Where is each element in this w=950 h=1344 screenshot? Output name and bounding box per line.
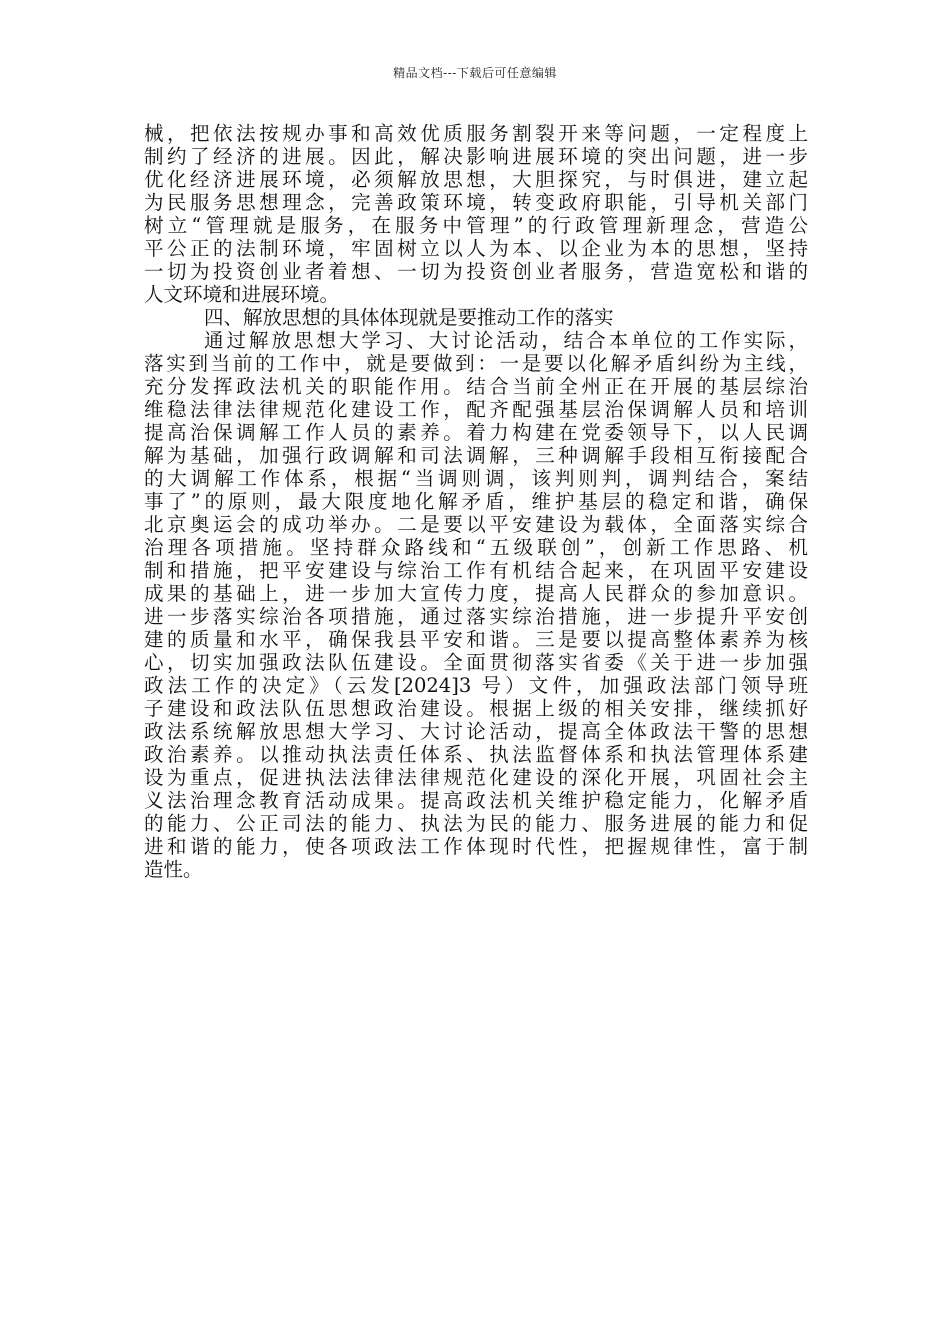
document-body <box>144 122 808 881</box>
text-line: 子建设和政法队伍思想政治建设。根据上级的相关安排，继续抓好 <box>144 697 808 720</box>
text-line: 政法工作的决定》（云发[2024]3 号）文件，加强政法部门领导班 <box>144 674 808 697</box>
text-line: 进和谐的能力，使各项政法工作体现时代性，把握规律性，富于制 <box>144 835 808 858</box>
paragraph-2 <box>144 329 808 881</box>
text-line: 造性。 <box>144 858 203 881</box>
text-line: 优化经济进展环境，必须解放思想，大胆探究，与时俱进，建立起 <box>144 168 808 191</box>
text-line: 提高治保调解工作人员的素养。着力构建在党委领导下，以人民调 <box>144 421 808 444</box>
text-line: 通过解放思想大学习、大讨论活动，结合本单位的工作实际， <box>204 329 808 352</box>
text-line: 治理各项措施。坚持群众路线和“五级联创”，创新工作思路、机 <box>144 536 808 559</box>
text-line: 政法系统解放思想大学习、大讨论活动，提高全体政法干警的思想 <box>144 720 808 743</box>
text-line: 进一步落实综治各项措施，通过落实综治措施，进一步提升平安创 <box>144 605 808 628</box>
text-line: 建的质量和水平，确保我县平安和谐。三是要以提高整体素养为核 <box>144 628 808 651</box>
text-line: 树立“管理就是服务，在服务中管理”的行政管理新理念，营造公 <box>144 214 808 237</box>
paragraph-1 <box>144 122 808 306</box>
text-line: 一切为投资创业者着想、一切为投资创业者服务，营造宽松和谐的 <box>144 260 808 283</box>
text-line: 义法治理念教育活动成果。提高政法机关维护稳定能力，化解矛盾 <box>144 789 808 812</box>
text-line: 北京奥运会的成功举办。二是要以平安建设为载体，全面落实综合 <box>144 513 808 536</box>
text-line: 械，把依法按规办事和高效优质服务割裂开来等问题，一定程度上 <box>144 122 808 145</box>
text-line: 心，切实加强政法队伍建设。全面贯彻落实省委《关于进一步加强 <box>144 651 808 674</box>
text-line: 的能力、公正司法的能力、执法为民的能力、服务进展的能力和促 <box>144 812 808 835</box>
section-heading: 四、解放思想的具体体现就是要推动工作的落实 <box>204 306 614 329</box>
text-line: 的大调解工作体系，根据“当调则调，该判则判，调判结合，案结 <box>144 467 808 490</box>
text-line: 解为基础，加强行政调解和司法调解，三种调解手段相互衔接配合 <box>144 444 808 467</box>
text-line: 制约了经济的进展。因此，解决影响进展环境的突出问题，进一步 <box>144 145 808 168</box>
text-line: 维稳法律法律规范化建设工作，配齐配强基层治保调解人员和培训 <box>144 398 808 421</box>
text-line: 人文环境和进展环境。 <box>144 283 340 306</box>
text-line: 成果的基础上，进一步加大宣传力度，提高人民群众的参加意识。 <box>144 582 808 605</box>
text-line: 充分发挥政法机关的职能作用。结合当前全州正在开展的基层综治 <box>144 375 808 398</box>
text-line: 事了”的原则，最大限度地化解矛盾，维护基层的稳定和谐，确保 <box>144 490 808 513</box>
text-line: 为民服务思想理念，完善政策环境，转变政府职能，引导机关部门 <box>144 191 808 214</box>
text-line: 政治素养。以推动执法责任体系、执法监督体系和执法管理体系建 <box>144 743 808 766</box>
text-line: 平公正的法制环境，牢固树立以人为本、以企业为本的思想，坚持 <box>144 237 808 260</box>
page-header: 精品文档---下载后可任意编辑 <box>393 66 557 80</box>
text-line: 制和措施，把平安建设与综治工作有机结合起来，在巩固平安建设 <box>144 559 808 582</box>
text-line: 设为重点，促进执法法律法律规范化建设的深化开展，巩固社会主 <box>144 766 808 789</box>
text-line: 落实到当前的工作中，就是要做到：一是要以化解矛盾纠纷为主线， <box>144 352 808 375</box>
